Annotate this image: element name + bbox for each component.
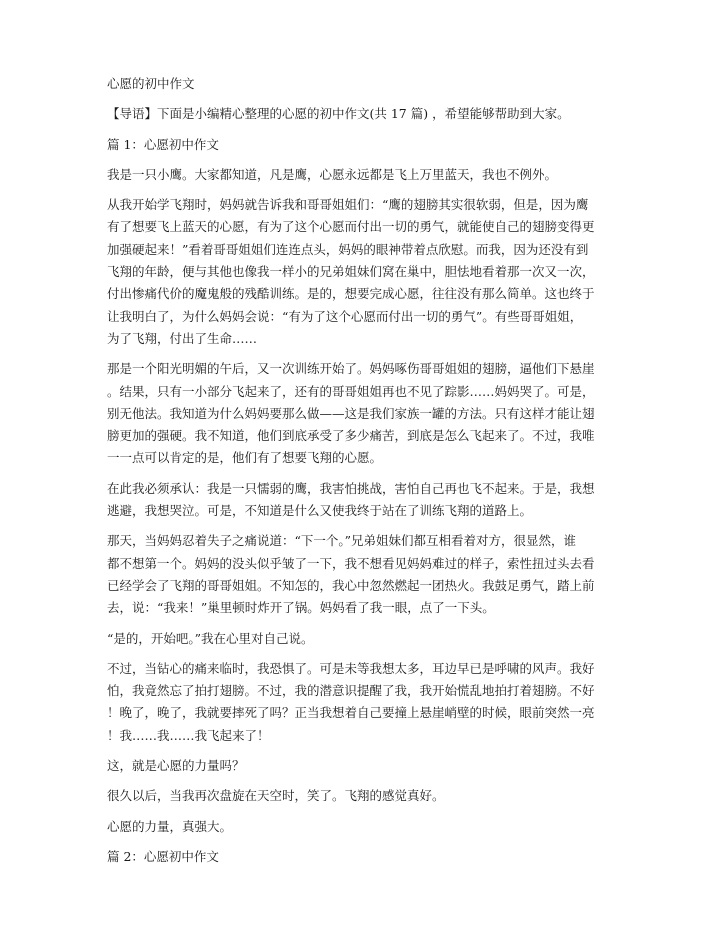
paragraph-line: 让我明白了，为什么妈妈会说：“有为了这个心愿而付出一切的勇气”。有些哥哥姐姐， <box>107 308 583 324</box>
section-heading: 篇 1：心愿初中作文 <box>107 136 219 152</box>
paragraph-line: 膀更加的强硬。我不知道，他们到底承受了多少痛苦，到底是怎么飞起来了。不过，我唯 <box>107 428 595 444</box>
essay-paragraph <box>107 755 622 777</box>
essay-paragraph <box>107 816 622 838</box>
paragraph-line: 。结果，只有一小部分飞起来了，还有的哥哥姐姐再也不见了踪影……妈妈哭了。可是， <box>107 383 595 399</box>
paragraph-line: 加强硬起来！”看着哥哥姐姐们连连点头，妈妈的眼神带着点欣慰。而我，因为还没有到 <box>107 241 589 257</box>
paragraph-line: 为了飞翔，付出了生命…… <box>107 330 258 346</box>
document-page <box>107 73 622 868</box>
paragraph-line: 在此我必须承认：我是一只懦弱的鹰，我害怕挑战，害怕自己再也飞不起来。于是，我想 <box>107 480 595 496</box>
essay-body <box>107 164 622 846</box>
paragraph-line: 有了想要飞上蓝天的心愿，有为了这个心愿而付出一切的勇气，就能使自己的翅膀变得更 <box>107 219 595 235</box>
paragraph-line: ！晚了，晚了，我就要摔死了吗？正当我想着自己要撞上悬崖峭壁的时候，眼前突然一亮 <box>107 705 595 721</box>
paragraph-line: 别无他法。我知道为什么妈妈要那么做——这是我们家族一罐的方法。只有这样才能让翅 <box>107 405 595 421</box>
paragraph-line: 已经学会了飞翔的哥哥姐姐。不知怎的，我心中忽然燃起一团热火。我鼓足勇气，踏上前 <box>107 577 595 593</box>
section-heading: 篇 2：心愿初中作文 <box>107 848 219 864</box>
paragraph-line: “是的，开始吧。”我在心里对自己说。 <box>107 630 314 646</box>
paragraph-line: 我是一只小鹰。大家都知道，凡是鹰，心愿永远都是飞上万里蓝天，我也不例外。 <box>107 166 558 182</box>
paragraph-line: 从我开始学飞翔时，妈妈就告诉我和哥哥姐姐们：“鹰的翅膀其实很软弱，但是，因为鹰 <box>107 197 589 213</box>
essay-paragraph <box>107 530 622 619</box>
paragraph-line: 那是一个阳光明媚的午后，又一次训练开始了。妈妈啄伤哥哥姐姐的翅膀，逼他们下悬崖 <box>107 361 595 377</box>
document-title: 心愿的初中作文 <box>107 76 195 91</box>
paragraph-line: 这，就是心愿的力量吗？ <box>107 758 245 774</box>
paragraph-line: 不过，当钻心的痛来临时，我恐惧了。可是未等我想太多，耳边早已是呼啸的风声。我好 <box>107 660 595 676</box>
paragraph-line: 心愿的力量，真强大。 <box>107 818 233 834</box>
essay-paragraph <box>107 358 622 469</box>
paragraph-line: 那天，当妈妈忍着失子之痛说道：“下一个。”兄弟姐妹们都互相看着对方，很显然，谁 <box>107 533 577 549</box>
intro-paragraph: 【导语】下面是小编精心整理的心愿的初中作文(共 17 篇) ，希望能够帮助到大家。 <box>107 106 570 122</box>
paragraph-line: 都不想第一个。妈妈的没头似乎皱了一下，我不想看见妈妈难过的样子，索性扭过头去看 <box>107 555 595 571</box>
essay-paragraph <box>107 658 622 747</box>
paragraph-line: 飞翔的年龄，便与其他也像我一样小的兄弟姐妹们窝在巢中，胆怯地看着那一次又一次， <box>107 264 595 280</box>
paragraph-line: 付出惨痛代价的魔鬼般的残酷训练。是的，想要完成心愿，往往没有那么简单。这也终于 <box>107 286 595 302</box>
paragraph-line: ！我……我……我飞起来了！ <box>107 727 270 743</box>
paragraph-line: 怕，我竟然忘了拍打翅膀。不过，我的潜意识提醒了我，我开始慌乱地拍打着翅膀。不好 <box>107 683 595 699</box>
essay-paragraph <box>107 194 622 350</box>
paragraph-line: 一一点可以肯定的是，他们有了想要飞翔的心愿。 <box>107 450 383 466</box>
essay-paragraph <box>107 628 622 650</box>
paragraph-line: 去，说：“我来！”巢里顿时炸开了锅。妈妈看了我一眼，点了一下头。 <box>107 600 495 616</box>
paragraph-line: 逃避，我想哭泣。可是，不知道是什么又使我终于站在了训练飞翔的道路上。 <box>107 503 533 519</box>
essay-paragraph <box>107 785 622 807</box>
essay-paragraph <box>107 164 622 186</box>
paragraph-line: 很久以后，当我再次盘旋在天空时，笑了。飞翔的感觉真好。 <box>107 788 445 804</box>
essay-paragraph <box>107 478 622 523</box>
